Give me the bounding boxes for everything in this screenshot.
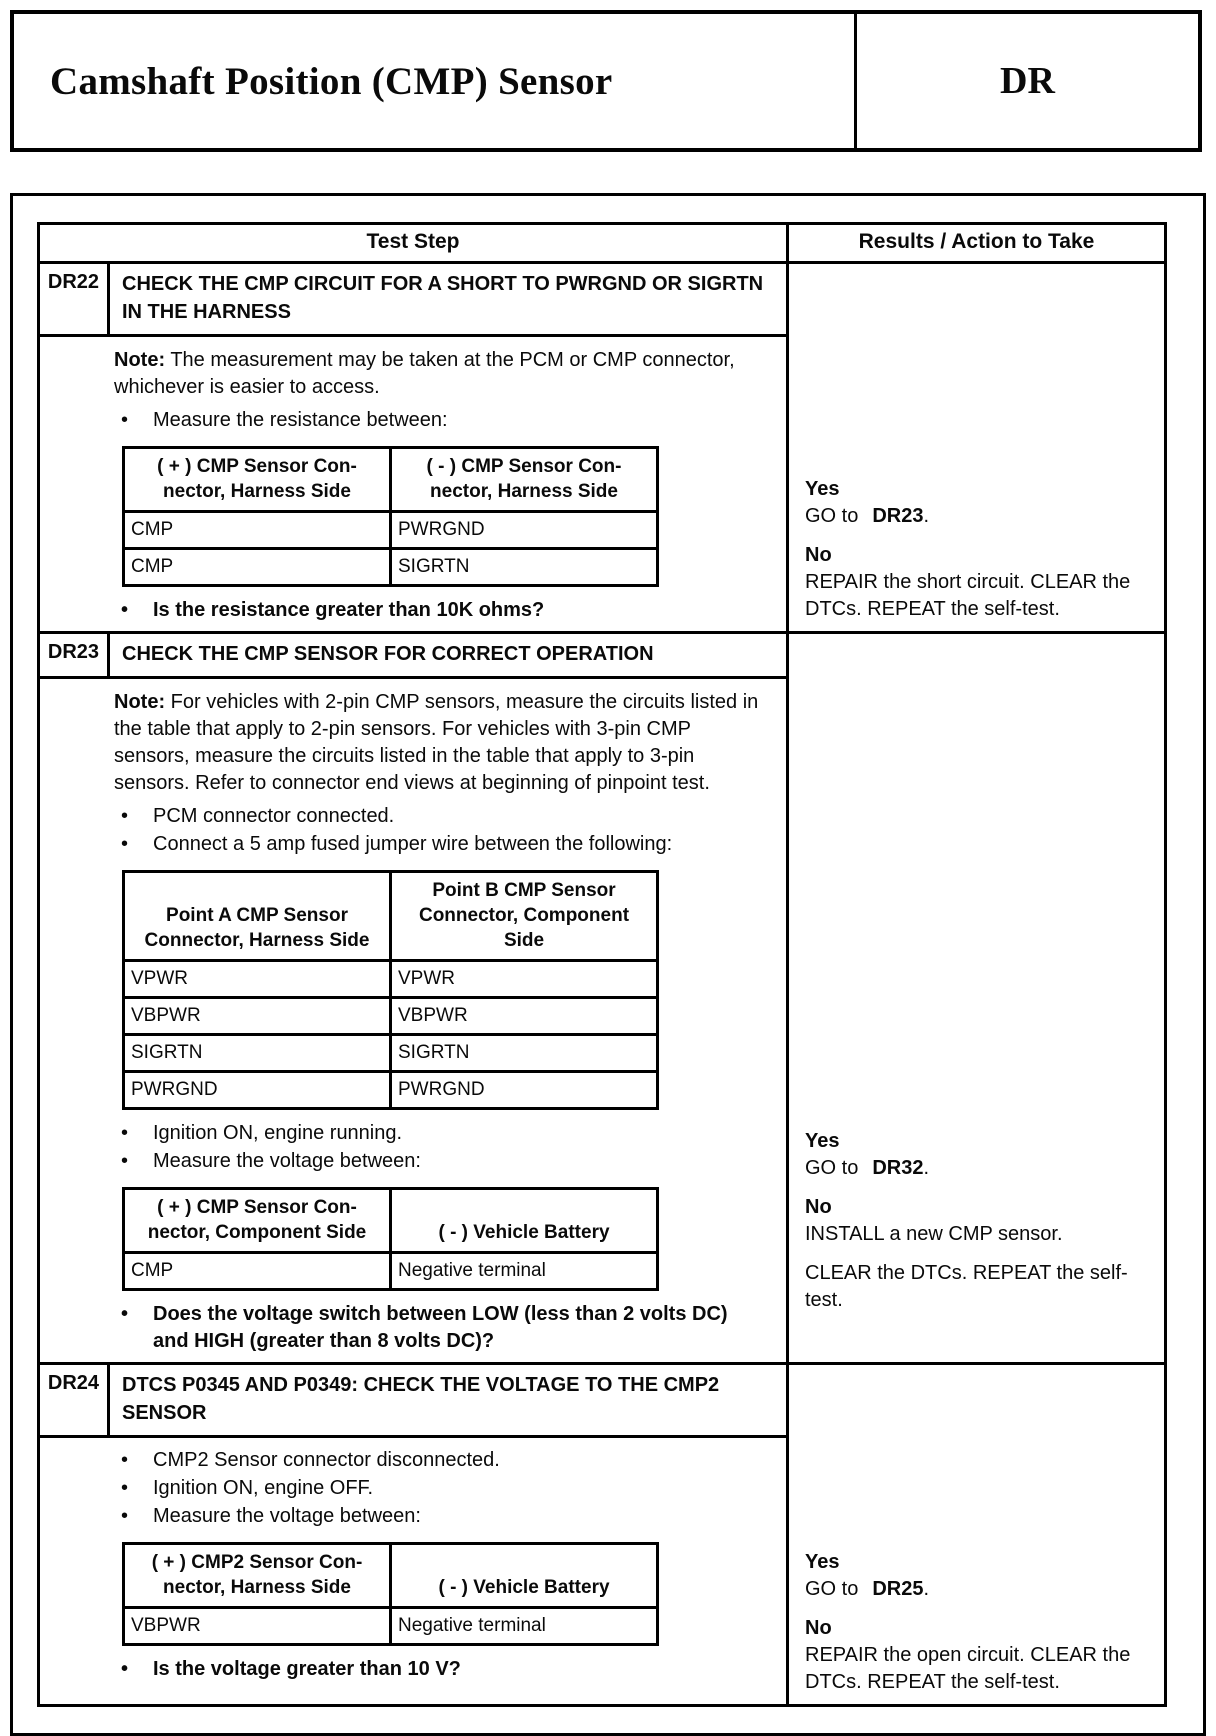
bullet-item — [114, 831, 768, 858]
action-prefix: GO to — [805, 1578, 859, 1600]
cell: CMP — [124, 549, 391, 586]
measurement-table — [122, 1542, 659, 1646]
answer-no: No — [805, 544, 832, 566]
no-action: REPAIR the short circuit. CLEAR the DTCs. REPEAT the self-test. — [805, 571, 1131, 620]
action-prefix: GO to — [805, 1157, 859, 1179]
step-id: DR24 — [40, 1365, 110, 1438]
bullet-icon: • — [121, 1122, 129, 1144]
table-row — [124, 448, 658, 512]
jumper-col1-header: Point A CMP Sensor Connector, Harness Side — [124, 872, 391, 961]
bullet-item — [114, 803, 768, 830]
page-title: Camshaft Position (CMP) Sensor — [50, 59, 613, 103]
pinpoint-test-table — [37, 222, 1167, 1707]
measurement-col2-header: ( - ) Vehicle Battery — [391, 1189, 658, 1253]
measurement-col1-header: ( + ) CMP2 Sensor Con-nector, Harness Side — [124, 1544, 391, 1608]
bullet-icon: • — [121, 1658, 129, 1680]
bullet-icon: • — [121, 1449, 129, 1471]
results-cell — [786, 634, 1164, 1362]
note — [114, 689, 768, 797]
bullet-text: Connect a 5 amp fused jumper wire between the following: — [153, 833, 673, 855]
bullet-text: Measure the voltage between: — [153, 1505, 421, 1527]
table-row — [124, 549, 658, 586]
bullet-icon: • — [121, 1505, 129, 1527]
question-text: Does the voltage switch between LOW (less than 2 volts DC) and HIGH (greater than 8 volts DC)? — [153, 1303, 728, 1352]
measurement-table — [122, 1187, 659, 1291]
bullet-text: Ignition ON, engine running. — [153, 1122, 403, 1144]
measurement-col1-header: ( + ) CMP Sensor Con-nector, Component Side — [124, 1189, 391, 1253]
step-body — [40, 679, 786, 1362]
table-row — [124, 1253, 658, 1290]
step-body — [40, 1438, 786, 1704]
jumper-col2-header: Point B CMP Sensor Connector, Component Side — [391, 872, 658, 961]
cell: PWRGND — [391, 1072, 658, 1109]
answer-yes: Yes — [805, 1551, 840, 1573]
question — [114, 597, 768, 624]
bullet-icon: • — [121, 833, 129, 855]
bullet-icon: • — [121, 805, 129, 827]
section-code: DR — [1000, 60, 1055, 102]
page-header-title-cell — [14, 14, 857, 148]
step-title: DTCS P0345 AND P0349: CHECK THE VOLTAGE TO THE CMP2 SENSOR — [110, 1365, 786, 1438]
action-suffix: . — [923, 1578, 930, 1600]
note-text: The measurement may be taken at the PCM or CMP connector, whichever is easier to access. — [114, 349, 735, 398]
cell: SIGRTN — [124, 1035, 391, 1072]
test-step-row-dr23 — [40, 631, 1164, 1362]
cell: VBPWR — [124, 998, 391, 1035]
results-cell — [786, 264, 1164, 631]
goto-target: DR32 — [872, 1157, 924, 1179]
note — [114, 347, 768, 401]
table-row — [124, 1189, 658, 1253]
measurement-col2-header: ( - ) CMP Sensor Con-nector, Harness Side — [391, 448, 658, 512]
no-action-2: CLEAR the DTCs. REPEAT the self-test. — [805, 1262, 1128, 1311]
note-label: Note: — [114, 691, 166, 713]
action-suffix: . — [923, 1157, 930, 1179]
cell: CMP — [124, 1253, 391, 1290]
bullet-icon: • — [121, 1303, 129, 1325]
page-header-code-cell — [857, 14, 1198, 148]
bullet-item — [114, 1148, 768, 1175]
goto-target: DR25 — [872, 1578, 924, 1600]
step-id: DR22 — [40, 264, 110, 337]
step-id: DR23 — [40, 634, 110, 679]
step-title: CHECK THE CMP CIRCUIT FOR A SHORT TO PWRGND OR SIGRTN IN THE HARNESS — [110, 264, 786, 337]
bullet-item — [114, 407, 768, 434]
table-row — [124, 1544, 658, 1608]
table-row — [124, 961, 658, 998]
bullet-item — [114, 1503, 768, 1530]
no-action: INSTALL a new CMP sensor. — [805, 1223, 1063, 1245]
yes-action — [805, 1576, 1154, 1603]
bullet-text: PCM connector connected. — [153, 805, 395, 827]
yes-action — [805, 1155, 1154, 1182]
table-row — [124, 1072, 658, 1109]
table-row — [124, 872, 658, 961]
bullet-text: Measure the voltage between: — [153, 1150, 421, 1172]
test-step-row-dr22 — [40, 261, 1164, 631]
cell: VBPWR — [391, 998, 658, 1035]
cell: PWRGND — [391, 512, 658, 549]
jumper-wire-table — [122, 870, 659, 1110]
note-text: For vehicles with 2-pin CMP sensors, measure the circuits listed in the table that apply to 2-pin sensors. For vehicles with 3-pin CMP sensors, measure the circuits listed in the table that apply to 3-pin sensors. Refer to connector end views at beginning of pinpoint test. — [114, 691, 759, 794]
cell: VPWR — [391, 961, 658, 998]
bullet-icon: • — [121, 1150, 129, 1172]
answer-yes: Yes — [805, 1130, 840, 1152]
step-body — [40, 337, 786, 631]
cell: CMP — [124, 512, 391, 549]
table-row — [124, 998, 658, 1035]
note-label: Note: — [114, 349, 166, 371]
test-step-row-dr24 — [40, 1362, 1164, 1704]
bullet-text: Ignition ON, engine OFF. — [153, 1477, 374, 1499]
measurement-table — [122, 446, 659, 587]
answer-no: No — [805, 1196, 832, 1218]
column-header-test-step: Test Step — [366, 230, 460, 253]
cell: VPWR — [124, 961, 391, 998]
column-header-results: Results / Action to Take — [786, 225, 1164, 261]
measurement-col2-header: ( - ) Vehicle Battery — [391, 1544, 658, 1608]
bullet-item — [114, 1120, 768, 1147]
bullet-item — [114, 1447, 768, 1474]
bullet-icon: • — [121, 599, 129, 621]
answer-yes: Yes — [805, 478, 840, 500]
bullet-icon: • — [121, 409, 129, 431]
table-row — [124, 1035, 658, 1072]
cell: Negative terminal — [391, 1608, 658, 1645]
question — [114, 1301, 768, 1355]
bullet-text: Measure the resistance between: — [153, 409, 448, 431]
question — [114, 1656, 768, 1683]
cell: Negative terminal — [391, 1253, 658, 1290]
bullet-text: CMP2 Sensor connector disconnected. — [153, 1449, 500, 1471]
page-header — [10, 10, 1202, 152]
measurement-col1-header: ( + ) CMP Sensor Con-nector, Harness Side — [124, 448, 391, 512]
yes-action — [805, 503, 1154, 530]
step-title: CHECK THE CMP SENSOR FOR CORRECT OPERATION — [110, 634, 786, 679]
bullet-item — [114, 1475, 768, 1502]
bullet-icon: • — [121, 1477, 129, 1499]
cell: SIGRTN — [391, 549, 658, 586]
question-text: Is the resistance greater than 10K ohms? — [153, 599, 545, 621]
answer-no: No — [805, 1617, 832, 1639]
cell: VBPWR — [124, 1608, 391, 1645]
action-suffix: . — [923, 505, 930, 527]
procedure-table-container — [10, 193, 1206, 1736]
table-row — [124, 512, 658, 549]
question-text: Is the voltage greater than 10 V? — [153, 1658, 461, 1680]
results-cell — [786, 1365, 1164, 1704]
action-prefix: GO to — [805, 505, 859, 527]
no-action: REPAIR the open circuit. CLEAR the DTCs. REPEAT the self-test. — [805, 1644, 1131, 1693]
table-header-row — [40, 225, 1164, 261]
cell: PWRGND — [124, 1072, 391, 1109]
table-row — [124, 1608, 658, 1645]
goto-target: DR23 — [872, 505, 924, 527]
cell: SIGRTN — [391, 1035, 658, 1072]
